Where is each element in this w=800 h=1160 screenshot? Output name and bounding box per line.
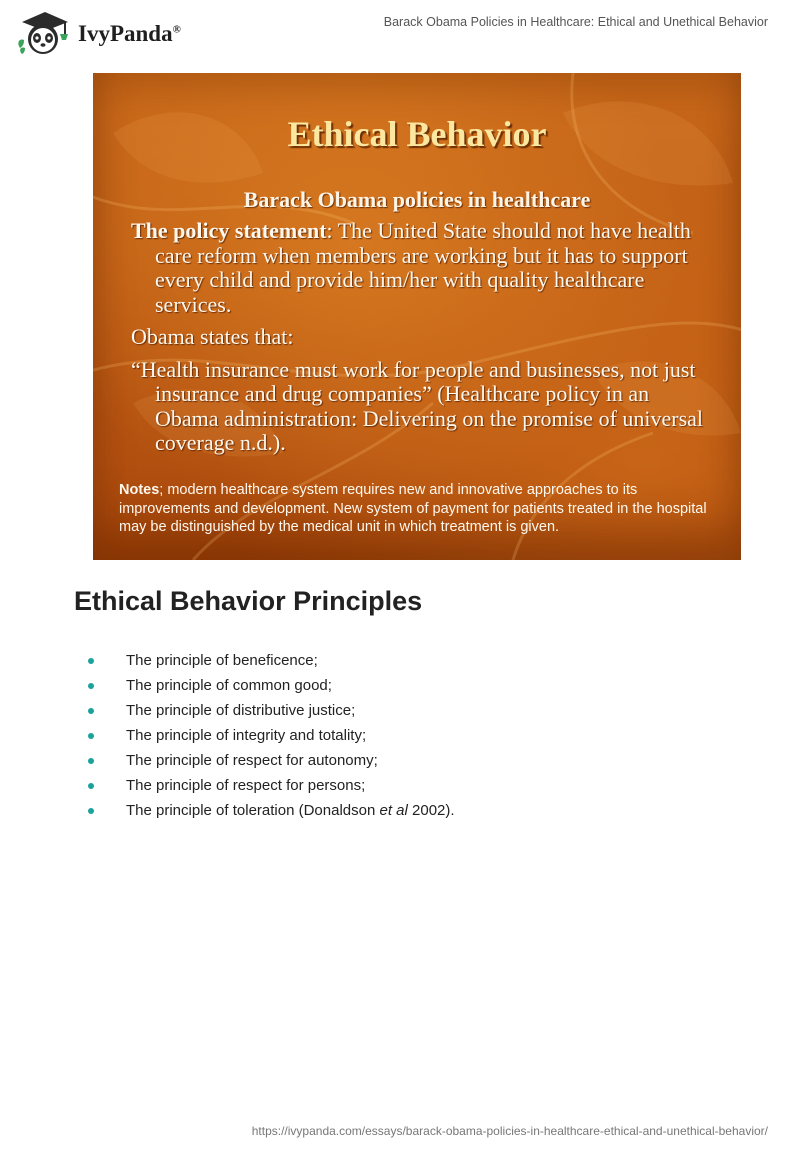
ivypanda-logo[interactable] [14,8,181,58]
list-item: The principle of beneficence; [88,648,455,673]
slide-subtitle: Barack Obama policies in healthcare [243,187,591,212]
section-heading: Ethical Behavior Principles [74,586,423,616]
notes-label: Notes [119,482,160,498]
obama-states: Obama states that: [131,324,294,349]
list-item: The principle of integrity and totality; [88,723,455,748]
policy-statement [131,219,711,317]
list-item: The principle of common good; [88,673,455,698]
list-item: The principle of respect for autonomy; [88,748,455,773]
list-item: The principle of distributive justice; [88,698,455,723]
slide-image [93,73,741,560]
policy-label: The policy statement [131,218,327,243]
bullet-icon [88,808,94,814]
logo-wordmark: IvyPanda® [78,21,181,46]
obama-quote: “Health insurance must work for people and businesses, not just insurance and drug companies” (Healthcare policy in an Obama administration: Delivering on the promise of universal coverage n.d.). [131,356,704,455]
slide-title: Ethical Behavior [287,114,547,154]
bullet-icon [88,708,94,714]
source-url-link[interactable]: https://ivypanda.com/essays/barack-obama-policies-in-healthcare-ethical-and-unethical-behavior/ [251,1124,768,1138]
list-item: The principle of toleration (Donaldson et al 2002). [88,798,455,823]
notes-text: ; modern healthcare system requires new and innovative approaches to its improvements and development. New system of payment for patients treated in the hospital may be distinguished by the medical unit in which treatment is given. [119,482,707,535]
bullet-icon [88,758,94,764]
bullet-icon [88,683,94,689]
slide-notes [119,481,719,537]
bullet-icon [88,658,94,664]
bullet-icon [88,783,94,789]
document-title: Barack Obama Policies in Healthcare: Ethical and Unethical Behavior [383,15,768,29]
slide-body [131,219,711,456]
panda-graduate-icon [14,8,76,58]
principles-list [88,648,455,823]
bullet-icon [88,733,94,739]
policy-text: : The United State should not have health care reform when members are working but it has to support every child and provide him/her with quality healthcare services. [155,218,691,317]
list-item: The principle of respect for persons; [88,773,455,798]
